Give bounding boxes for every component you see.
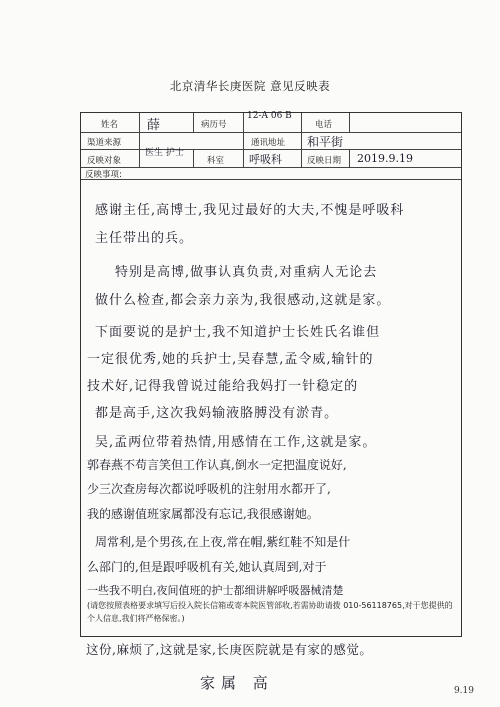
col-divider [193, 113, 194, 132]
col-divider [139, 113, 140, 132]
name-label: 姓名 [101, 120, 119, 130]
body-line: 一定很优秀,她的兵护士,吴春慧,孟令威,输针的 [87, 352, 374, 367]
address-value: 和平街 [307, 135, 344, 149]
feedback-form [80, 112, 462, 637]
body-line: 一些我不明白,夜间值班的护士都细讲解呼吸器械清楚 [87, 584, 344, 597]
col-divider [139, 149, 140, 167]
page-number: 9.19 [453, 686, 474, 696]
date-value: 2019.9.19 [357, 152, 413, 165]
body-line: 都是高手,这次我妈输液胳膊没有淤青。 [95, 406, 339, 421]
phone-label: 电话 [315, 120, 333, 130]
body-line: 特别是高博,做事认真负责,对重病人无论去 [115, 265, 378, 280]
body-line: 么部门的,但是跟呼吸机有关,她认真周到,对于 [87, 560, 327, 574]
body-line: 周常利,是个男孩,在上夜,常在帽,紫红鞋不知是什 [95, 535, 351, 549]
target-label: 反映对象 [87, 156, 122, 166]
row-divider [81, 167, 461, 168]
date-label: 反映日期 [307, 156, 342, 166]
body-line: 主任带出的兵。 [95, 231, 194, 246]
col-divider [139, 132, 140, 149]
name-value: 薛 [147, 118, 161, 133]
body-line: 吴,孟两位带着热情,用感情在工作,这就是家。 [95, 435, 377, 450]
address-label: 通讯地址 [251, 138, 286, 148]
col-divider [301, 149, 302, 167]
department-value: 呼吸科 [249, 153, 282, 166]
target-value: 医生 护士 [145, 148, 184, 158]
body-line: 下面要说的是护士,我不知道护士长姓氏名谁但 [95, 325, 381, 340]
department-label: 科室 [207, 156, 225, 166]
matter-label: 反映事项: [85, 170, 122, 180]
row-divider [81, 179, 461, 180]
body-line: 少三次查房每次都说呼吸机的注射用水都开了, [87, 482, 331, 496]
closing-line: 这份,麻烦了,这就是家,长庚医院就是有家的感觉。 [86, 642, 373, 657]
row-divider [81, 132, 461, 133]
col-divider [301, 113, 302, 132]
col-divider [349, 149, 350, 167]
col-divider [301, 132, 302, 149]
body-line: 技术好,记得我曾说过能给我妈打一针稳定的 [87, 379, 359, 394]
signature: 家属 高 [200, 674, 274, 692]
body-line: 做什么检查,都会亲力亲为,我很感动,这就是家。 [95, 293, 391, 308]
col-divider [243, 113, 244, 132]
record-no-value: 12-A 06 B [247, 111, 292, 121]
col-divider [193, 149, 194, 167]
row-divider [81, 149, 461, 150]
body-line: 感谢主任,高博士,我见过最好的大夫,不愧是呼吸科 [95, 203, 405, 218]
body-line: 我的感谢值班家属都没有忘记,我很感谢她。 [87, 507, 319, 521]
col-divider [243, 149, 244, 167]
col-divider [349, 113, 350, 132]
form-title: 北京清华长庚医院 意见反映表 [169, 79, 331, 93]
submission-footnote: (请您按照表格要求填写后投入院长信箱或寄本院医管部收,若需协助请拨 010-56118765,对于您提供的个人信息,我们将严格保密。) [87, 601, 453, 623]
col-divider [243, 132, 244, 149]
record-no-label: 病历号 [201, 120, 227, 130]
channel-label: 渠道来源 [87, 138, 122, 148]
body-line: 郭春燕不苟言笑但工作认真,倒水一定把温度说好, [87, 458, 347, 472]
